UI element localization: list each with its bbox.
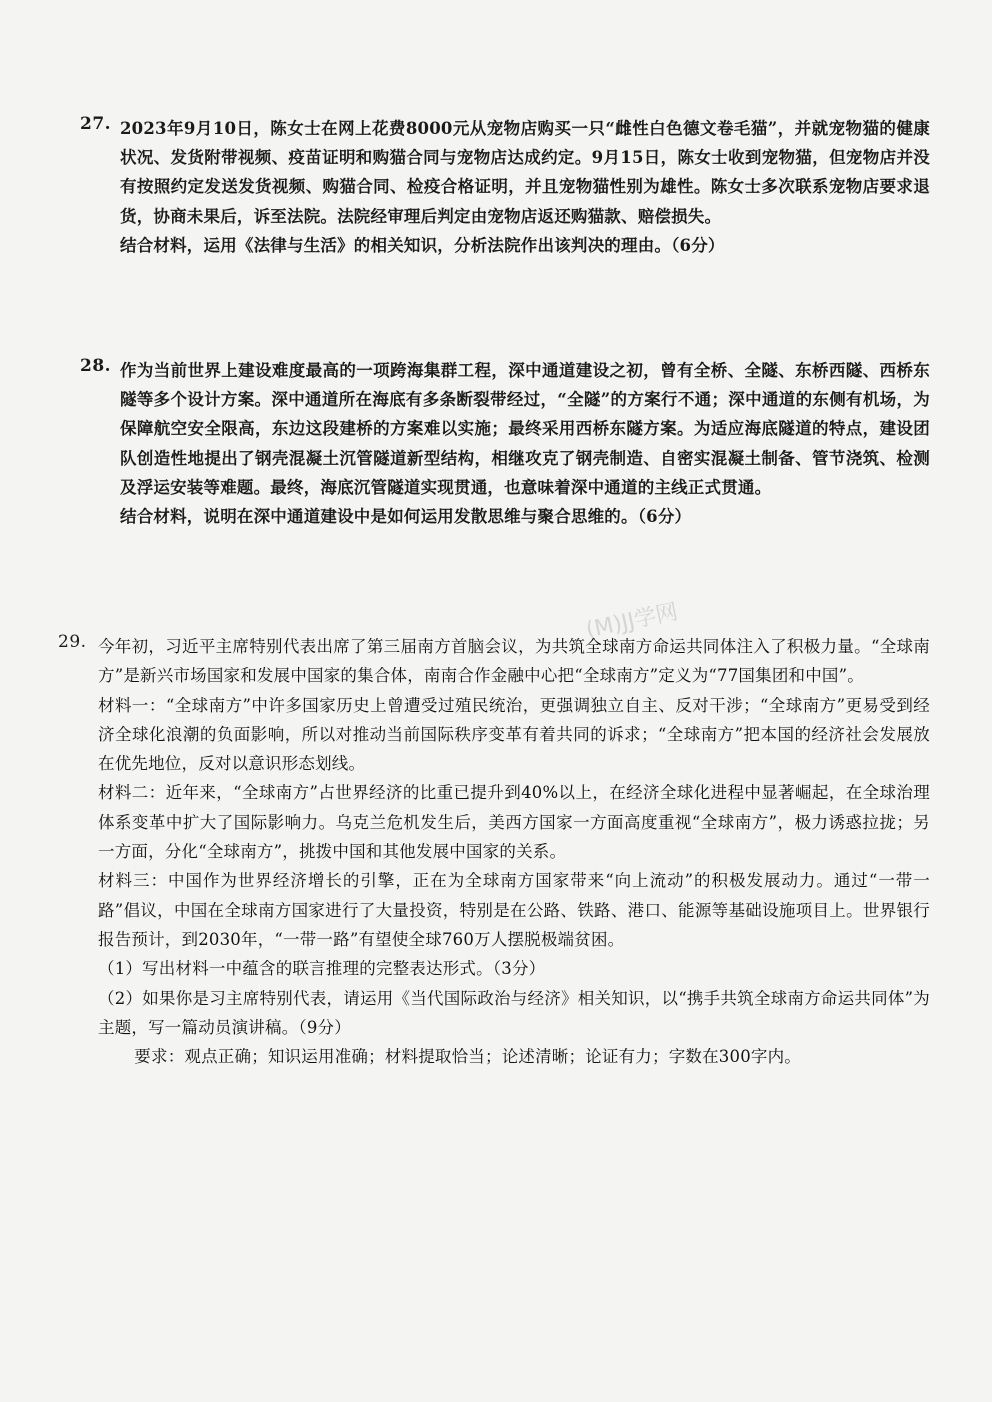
question-body (98, 632, 930, 1071)
question-body (120, 356, 930, 531)
question-28 (80, 356, 930, 531)
question-body (120, 114, 930, 260)
watermark: (M)JJ学网 (583, 599, 681, 644)
question-number: 29. (58, 632, 87, 652)
sub-question-1: （1）写出材料一中蕴含的联言推理的完整表达形式。（3分） (98, 959, 546, 979)
question-27 (80, 114, 930, 260)
sub-question-2: （2）如果你是习主席特别代表，请运用《当代国际政治与经济》相关知识，以“携手共筑全球南方命运共同体”为主题，写一篇动员演讲稿。（9分） (98, 988, 930, 1037)
question-task: 结合材料，说明在深中通道建设中是如何运用发散思维与聚合思维的。（6分） (120, 507, 692, 527)
material-3: 材料三：中国作为世界经济增长的引擎，正在为全球南方国家带来“向上流动”的积极发展动力。通过“一带一路”倡议，中国在全球南方国家进行了大量投资，特别是在公路、铁路、港口、能源等基础设施项目上。世界银行报告预计，到2030年，“一带一路”有望使全球760万人摆脱极端贫困。 (98, 871, 930, 949)
question-29 (58, 632, 930, 1071)
question-number: 28. (80, 356, 112, 376)
question-text: 2023年9月10日，陈女士在网上花费8000元从宠物店购买一只“雌性白色德文卷毛猫”，并就宠物猫的健康状况、发货附带视频、疫苗证明和购猫合同与宠物店达成约定。9月15日，陈女士收到宠物猫，但宠物店并没有按照约定发送发货视频、购猫合同、检疫合格证明，并且宠物猫性别为雄性。陈女士多次联系宠物店要求退货，协商未果后，诉至法院。法院经审理后判定由宠物店返还购猫款、赔偿损失。 (120, 119, 930, 226)
material-2: 材料二：近年来，“全球南方”占世界经济的比重已提升到40%以上，在经济全球化进程中显著崛起，在全球治理体系变革中扩大了国际影响力。乌克兰危机发生后，美西方国家一方面高度重视“全球南方”，极力诱惑拉拢；另一方面，分化“全球南方”，挑拨中国和其他发展中国家的关系。 (98, 783, 930, 862)
question-text: 作为当前世界上建设难度最高的一项跨海集群工程，深中通道建设之初，曾有全桥、全隧、东桥西隧、西桥东隧等多个设计方案。深中通道所在海底有多条断裂带经过，“全隧”的方案行不通；深中通道的东侧有机场，为保障航空安全限高，东边这段建桥的方案难以实施；最终采用西桥东隧方案。为适应海底隧道的特点，建设团队创造性地提出了钢壳混凝土沉管隧道新型结构，相继攻克了钢壳制造、自密实混凝土制备、管节浇筑、检测及浮运安装等难题。最终，海底沉管隧道实现贯通，也意味着深中通道的主线正式贯通。 (120, 361, 930, 497)
requirement-text: 要求：观点正确；知识运用准确；材料提取恰当；论述清晰；论证有力；字数在300字内。 (134, 1047, 801, 1067)
question-intro: 今年初，习近平主席特别代表出席了第三届南方首脑会议，为共筑全球南方命运共同体注入了积极力量。“全球南方”是新兴市场国家和发展中国家的集合体，南南合作金融中心把“全球南方”定义为“77国集团和中国”。 (98, 637, 930, 686)
material-1: 材料一：“全球南方”中许多国家历史上曾遭受过殖民统治，更强调独立自主、反对干涉；“全球南方”更易受到经济全球化浪潮的负面影响，所以对推动当前国际秩序变革有着共同的诉求；“全球南方”把本国的经济社会发展放在优先地位，反对以意识形态划线。 (98, 695, 930, 774)
question-number: 27. (80, 114, 112, 134)
question-task: 结合材料，运用《法律与生活》的相关知识，分析法院作出该判决的理由。（6分） (120, 235, 725, 255)
